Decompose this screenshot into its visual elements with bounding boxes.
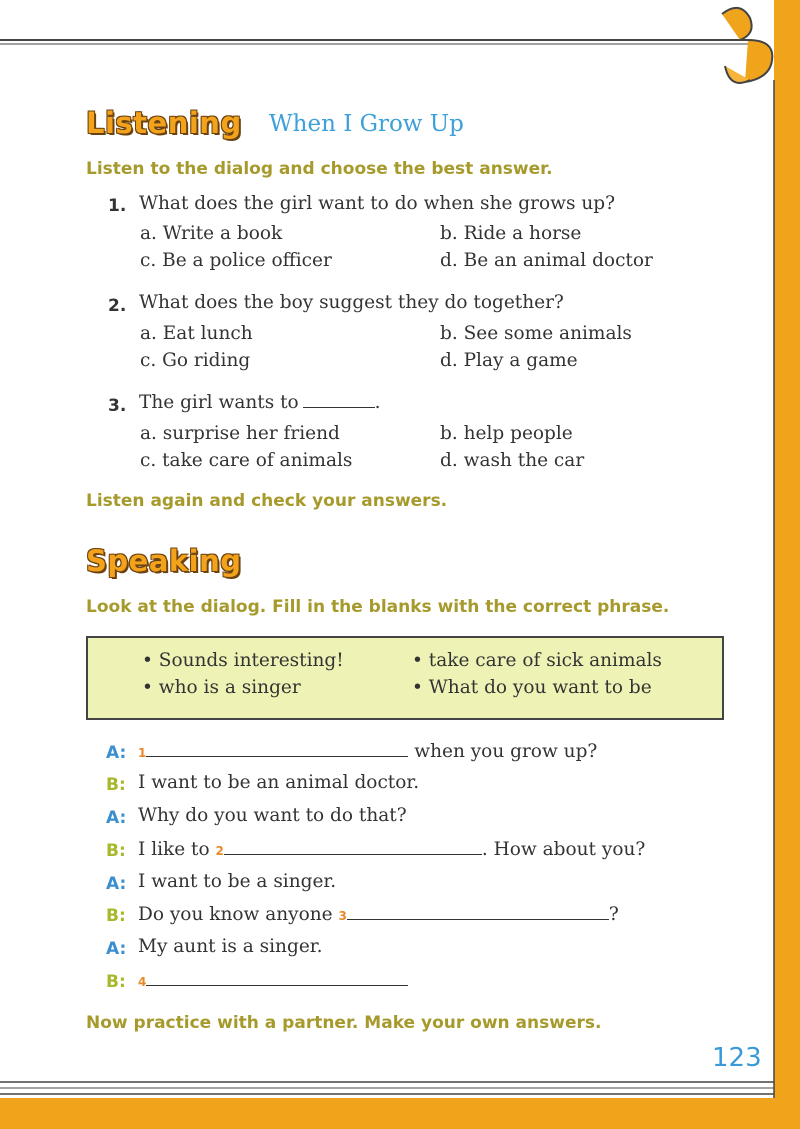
phrase-box bbox=[86, 636, 724, 720]
dialog-line bbox=[138, 838, 645, 860]
blank-number: 2 bbox=[215, 844, 224, 858]
dialog-text: Do you know anyone bbox=[138, 904, 339, 925]
question-end: . bbox=[374, 392, 381, 413]
phrase-item: • Sounds interesting! bbox=[142, 650, 344, 671]
blank-number: 4 bbox=[138, 975, 147, 989]
dialog-line: Why do you want to do that? bbox=[138, 805, 407, 826]
option-d: d. Be an animal doctor bbox=[440, 250, 653, 271]
phrase-item: • take care of sick animals bbox=[412, 650, 662, 671]
dialog-line bbox=[138, 740, 597, 762]
speaker-label: B: bbox=[106, 841, 126, 861]
option-d: d. Play a game bbox=[440, 350, 578, 371]
dialog-line bbox=[138, 969, 408, 991]
dialog-line: My aunt is a singer. bbox=[138, 936, 323, 957]
blank-number: 3 bbox=[338, 909, 347, 923]
dialog-text: I like to bbox=[138, 839, 216, 860]
listening-instruction-2: Listen again and check your answers. bbox=[86, 491, 448, 511]
answer-blank bbox=[303, 393, 375, 408]
speaker-label: B: bbox=[106, 972, 126, 992]
dialog-line: I want to be an animal doctor. bbox=[138, 772, 420, 793]
question-number: 3. bbox=[108, 396, 127, 416]
listening-heading: Listening bbox=[86, 106, 242, 140]
option-b: b. See some animals bbox=[440, 323, 632, 344]
answer-blank[interactable] bbox=[146, 740, 408, 757]
answer-blank[interactable] bbox=[224, 838, 482, 855]
speaker-label: A: bbox=[106, 939, 127, 959]
phrase-item: • who is a singer bbox=[142, 677, 301, 698]
dialog-line: I want to be a singer. bbox=[138, 871, 337, 892]
dialog-text: when you grow up? bbox=[408, 741, 598, 762]
speaking-instruction-2: Now practice with a partner. Make your own answers. bbox=[86, 1013, 602, 1033]
question-number: 2. bbox=[108, 296, 127, 316]
question-number: 1. bbox=[108, 196, 127, 216]
option-a: a. Write a book bbox=[140, 223, 283, 244]
option-c: c. Go riding bbox=[140, 350, 251, 371]
speaker-label: A: bbox=[106, 874, 127, 894]
option-b: b. help people bbox=[440, 423, 573, 444]
speaker-label: B: bbox=[106, 775, 126, 795]
listening-subtitle: When I Grow Up bbox=[269, 111, 464, 137]
page-number: 123 bbox=[712, 1043, 762, 1073]
speaker-label: A: bbox=[106, 808, 127, 828]
phrase-item: • What do you want to be bbox=[412, 677, 652, 698]
option-a: a. Eat lunch bbox=[140, 323, 253, 344]
blank-number: 1 bbox=[138, 746, 147, 760]
option-b: b. Ride a horse bbox=[440, 223, 582, 244]
dialog-line bbox=[138, 903, 619, 925]
option-a: a. surprise her friend bbox=[140, 423, 340, 444]
speaker-label: B: bbox=[106, 906, 126, 926]
speaking-instruction: Look at the dialog. Fill in the blanks with the correct phrase. bbox=[86, 597, 670, 617]
option-c: c. take care of animals bbox=[140, 450, 353, 471]
option-d: d. wash the car bbox=[440, 450, 585, 471]
dialog-text: . How about you? bbox=[481, 839, 646, 860]
listening-instruction: Listen to the dialog and choose the best answer. bbox=[86, 159, 553, 179]
question-text: What does the boy suggest they do together? bbox=[139, 292, 564, 313]
question-text bbox=[139, 392, 381, 413]
question-text: What does the girl want to do when she grows up? bbox=[139, 193, 616, 214]
question-stem: The girl wants to bbox=[139, 392, 299, 413]
answer-blank[interactable] bbox=[146, 969, 408, 986]
speaking-heading: Speaking bbox=[86, 544, 242, 578]
option-c: c. Be a police officer bbox=[140, 250, 332, 271]
dialog-text: ? bbox=[608, 904, 619, 925]
answer-blank[interactable] bbox=[347, 903, 609, 920]
speaker-label: A: bbox=[106, 743, 127, 763]
